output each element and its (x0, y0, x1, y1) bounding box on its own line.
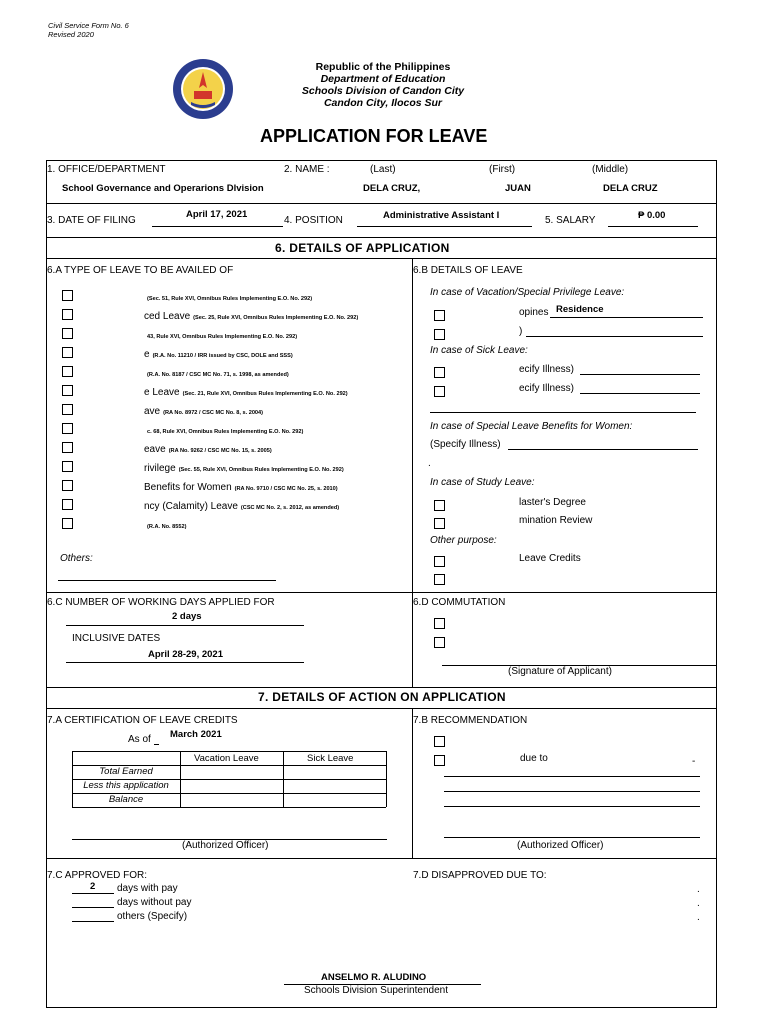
form-number: Civil Service Form No. 6 (48, 21, 129, 30)
leave-type-label: ave (144, 406, 161, 417)
salary-label: 5. SALARY (545, 215, 596, 226)
office-label: 1. OFFICE/DEPARTMENT (47, 164, 166, 175)
leave-type-item (144, 401, 263, 419)
leave-type-legal-basis: (Sec. 25, Rule XVI, Omnibus Rules Implementing E.O. No. 292) (193, 315, 359, 321)
terminal-leave-checkbox[interactable] (434, 574, 445, 585)
leave-type-item (144, 382, 348, 400)
sec6d-title: 6.D COMMUTATION (413, 597, 506, 608)
row-balance: Balance (108, 794, 144, 805)
leave-type-checkbox[interactable] (62, 518, 73, 529)
sec6a-title: 6.A TYPE OF LEAVE TO BE AVAILED OF (47, 265, 234, 276)
leave-type-legal-basis: (RA No. 9262 / CSC MC No. 15, s. 2005) (168, 448, 272, 454)
leave-type-checkbox[interactable] (62, 347, 73, 358)
position-label: 4. POSITION (284, 215, 343, 226)
sick-outpatient-checkbox[interactable] (434, 386, 445, 397)
days-with-pay-value[interactable]: 2 (90, 881, 96, 892)
leave-type-checkbox[interactable] (62, 328, 73, 339)
working-days-value[interactable]: 2 days (172, 611, 202, 622)
leave-type-label: ced Leave (144, 311, 191, 322)
sec6b-title: 6.B DETAILS OF LEAVE (413, 265, 523, 276)
leave-type-checkbox[interactable] (62, 385, 73, 396)
last-name-label: (Last) (370, 164, 396, 175)
due-to-label: due to (520, 753, 548, 764)
middle-name-label: (Middle) (592, 164, 629, 175)
other-purpose-option-1: Leave Credits (519, 553, 581, 564)
form-title: APPLICATION FOR LEAVE (260, 126, 488, 146)
signatory-title: Schools Division Superintendent (304, 985, 448, 996)
section6-title: 6. DETAILS OF APPLICATION (275, 241, 450, 255)
leave-type-label: ncy (Calamity) Leave (144, 501, 238, 512)
others-label: Others: (60, 553, 93, 564)
leave-type-checkbox[interactable] (62, 461, 73, 472)
for-approval-checkbox[interactable] (434, 736, 445, 747)
filing-label: 3. DATE OF FILING (47, 215, 136, 226)
leave-type-item (144, 306, 358, 324)
leave-type-legal-basis: (R.A. No. 11210 / IRR issued by CSC, DOLE and SSS) (152, 353, 293, 359)
leave-type-legal-basis: (Sec. 21, Rule XVI, Omnibus Rules Implementing E.O. No. 292) (182, 391, 348, 397)
vacation-option-1: opines (519, 307, 549, 318)
leave-type-item (144, 287, 312, 305)
study-option-1: laster's Degree (519, 497, 586, 508)
leave-type-legal-basis: c. 68, Rule XVI, Omnibus Rules Implementing E.O. No. 292) (147, 429, 304, 435)
leave-type-checkbox[interactable] (62, 366, 73, 377)
form-revision: Revised 2020 (48, 30, 94, 39)
bar-review-checkbox[interactable] (434, 518, 445, 529)
first-name-label: (First) (489, 164, 516, 175)
col-sick-leave: Sick Leave (307, 753, 354, 764)
leave-type-legal-basis: 43, Rule XVI, Omnibus Rules Implementing E.O. No. 292) (147, 334, 298, 340)
sec7b-title: 7.B RECOMMENDATION (413, 715, 528, 726)
salary-value[interactable]: ₱ 0.00 (638, 210, 666, 221)
leave-type-label: e (144, 349, 150, 360)
as-of-value[interactable]: March 2021 (170, 729, 222, 740)
leave-type-legal-basis: (RA No. 8972 / CSC MC No. 8, s. 2004) (163, 410, 264, 416)
leave-type-checkbox[interactable] (62, 290, 73, 301)
commutation-requested-checkbox[interactable] (434, 637, 445, 648)
abroad-checkbox[interactable] (434, 329, 445, 340)
leave-type-item (144, 325, 297, 343)
inclusive-dates-value[interactable]: April 28-29, 2021 (148, 649, 223, 660)
others-specify-label: others (Specify) (117, 911, 188, 922)
women-heading: In case of Special Leave Benefits for Women: (430, 421, 633, 432)
leave-type-checkbox[interactable] (62, 404, 73, 415)
header-republic: Republic of the Philippines (315, 61, 451, 73)
vacation-location-value[interactable]: Residence (556, 304, 604, 315)
leave-type-label: e Leave (144, 387, 180, 398)
deped-seal-logo (172, 58, 234, 120)
leave-type-legal-basis: (R.A. No. 8552) (147, 524, 187, 530)
sec7a-title: 7.A CERTIFICATION OF LEAVE CREDITS (47, 715, 238, 726)
office-value[interactable]: School Governance and Operarions Dlvision (62, 183, 264, 194)
header-division: Schools Division of Candon City (301, 85, 465, 97)
sec7d-title: 7.D DISAPPROVED DUE TO: (413, 870, 547, 881)
leave-type-item (144, 496, 339, 514)
leave-type-item (144, 363, 289, 381)
applicant-signature-caption: (Signature of Applicant) (508, 666, 612, 677)
masters-checkbox[interactable] (434, 500, 445, 511)
sec7c-title: 7.C APPROVED FOR: (47, 870, 148, 881)
signatory-name: ANSELMO R. ALUDINO (321, 972, 427, 983)
row-less-this-application: Less this application (83, 780, 169, 791)
last-name-value[interactable]: DELA CRUZ, (363, 183, 421, 194)
leave-type-item (144, 344, 293, 362)
leave-type-label: rivilege (144, 463, 176, 474)
sec6c-title: 6.C NUMBER OF WORKING DAYS APPLIED FOR (47, 597, 275, 608)
first-name-value[interactable]: JUAN (505, 183, 531, 194)
sick-option-2: ecify Illness) (519, 383, 575, 394)
row-total-earned: Total Earned (99, 766, 153, 777)
days-without-pay-label: days without pay (117, 897, 192, 908)
vacation-heading: In case of Vacation/Special Privilege Leave: (430, 287, 625, 298)
position-value[interactable]: Administrative Assistant I (383, 210, 500, 221)
middle-name-value[interactable]: DELA CRUZ (603, 183, 658, 194)
study-option-2: mination Review (519, 515, 593, 526)
leave-type-label: Benefits for Women (144, 482, 232, 493)
vacation-option-2: ) (519, 326, 523, 337)
study-heading: In case of Study Leave: (430, 477, 535, 488)
name-label: 2. NAME : (284, 164, 330, 175)
sick-option-1: ecify Illness) (519, 364, 575, 375)
within-ph-checkbox[interactable] (434, 310, 445, 321)
leave-type-checkbox[interactable] (62, 442, 73, 453)
leave-type-legal-basis: (R.A. No. 8187 / CSC MC No. 71, s. 1998, as amended) (147, 372, 289, 378)
leave-type-item (144, 420, 303, 438)
days-with-pay-label: days with pay (117, 883, 178, 894)
inclusive-dates-label: INCLUSIVE DATES (72, 633, 161, 644)
filing-value[interactable]: April 17, 2021 (186, 209, 248, 220)
leave-type-checkbox[interactable] (62, 309, 73, 320)
for-disapproval-checkbox[interactable] (434, 755, 445, 766)
monetization-checkbox[interactable] (434, 556, 445, 567)
leave-type-legal-basis: (Sec. 55, Rule XVI, Omnibus Rules Implementing E.O. No. 292) (178, 467, 344, 473)
certifying-officer-caption: (Authorized Officer) (182, 840, 269, 851)
header-city: Candon City, Ilocos Sur (323, 97, 443, 109)
section7-title: 7. DETAILS OF ACTION ON APPLICATION (258, 690, 506, 704)
recommending-officer-caption: (Authorized Officer) (517, 840, 604, 851)
sick-hospital-checkbox[interactable] (434, 367, 445, 378)
leave-type-item (144, 458, 344, 476)
leave-type-checkbox[interactable] (62, 499, 73, 510)
leave-type-checkbox[interactable] (62, 423, 73, 434)
as-of-label: As of (128, 734, 151, 745)
leave-type-legal-basis: (CSC MC No. 2, s. 2012, as amended) (240, 505, 340, 511)
leave-type-item (144, 439, 272, 457)
leave-type-legal-basis: (Sec. 51, Rule XVI, Omnibus Rules Implementing E.O. No. 292) (147, 296, 313, 302)
sick-heading: In case of Sick Leave: (430, 345, 528, 356)
col-vacation-leave: Vacation Leave (194, 753, 259, 764)
women-option-1: (Specify Illness) (430, 439, 501, 450)
leave-type-label: eave (144, 444, 166, 455)
other-purpose-heading: Other purpose: (430, 535, 497, 546)
leave-type-checkbox[interactable] (62, 480, 73, 491)
leave-type-legal-basis: (RA No. 9710 / CSC MC No. 25, s. 2010) (234, 486, 338, 492)
leave-type-item (144, 515, 186, 533)
header-department: Department of Education (320, 73, 446, 85)
commutation-not-requested-checkbox[interactable] (434, 618, 445, 629)
leave-type-item (144, 477, 338, 495)
